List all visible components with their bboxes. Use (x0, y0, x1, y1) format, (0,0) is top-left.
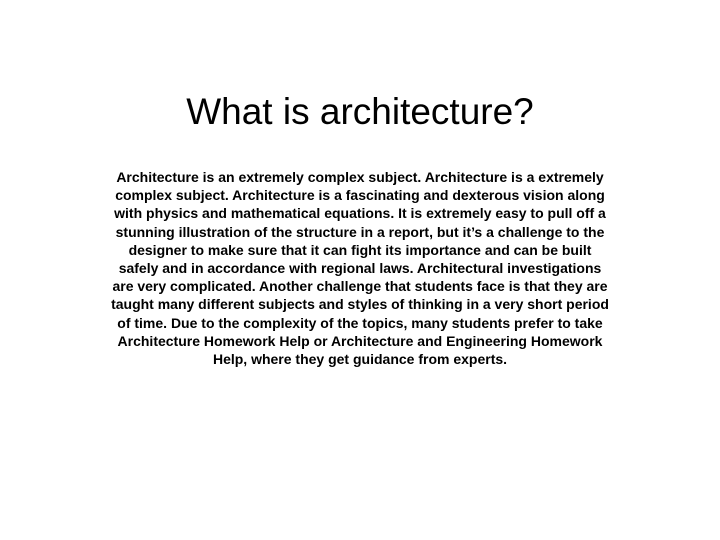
slide-body-text: Architecture is an extremely complex subject. Architecture is a extremely complex subject. Architecture is a fascinating and dexterous vision along with physics and mathematical equations. It is extremely easy to pull off a stunning illustration of the structure in a report, but it’s a challenge to the designer to make sure that it can fight its importance and can be built safely and in accordance with regional laws. Architectural investigations are very complicated. Another challenge that students face is that they are taught many different subjects and styles of thinking in a very short period of time. Due to the complexity of the topics, many students prefer to take Architecture Homework Help or Architecture and Engineering Homework Help, where they get guidance from experts. (111, 169, 609, 368)
slide-title: What is architecture? (186, 91, 534, 132)
